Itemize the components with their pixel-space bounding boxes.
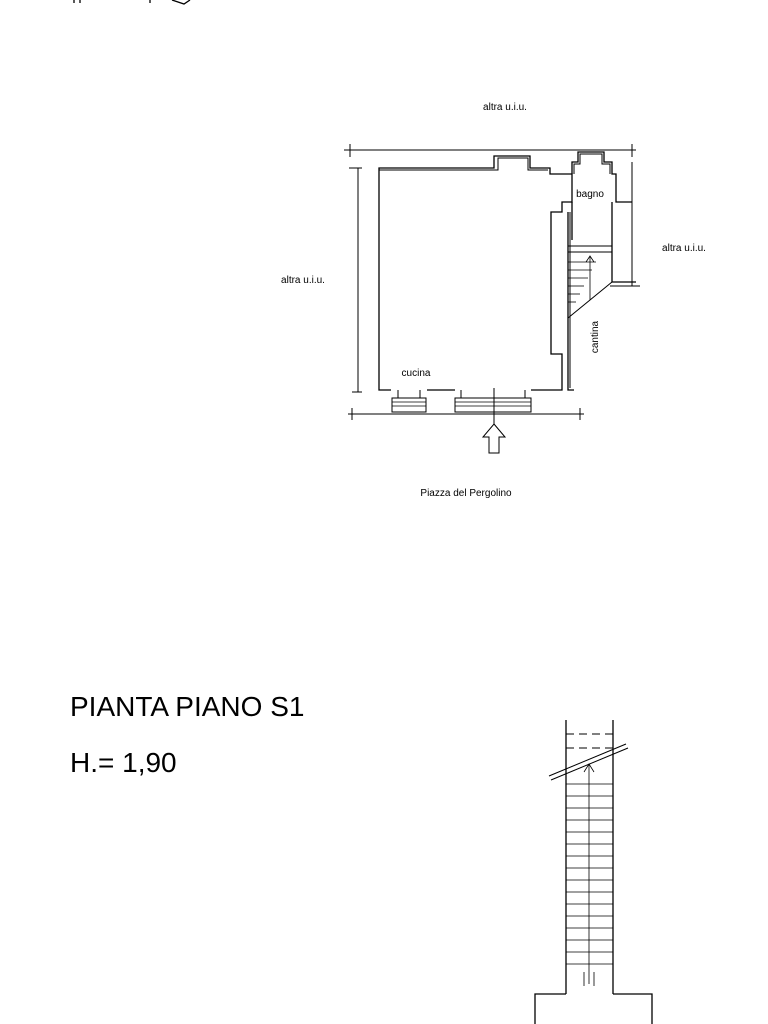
top-boundary-line [344, 144, 636, 157]
label-cellar: cantina [590, 320, 601, 354]
right-dimension-line [610, 162, 640, 286]
left-boundary-line [349, 168, 362, 392]
basement-height: H.= 1,90 [70, 747, 177, 778]
basement-stairwell [535, 720, 652, 1024]
outer-wall [379, 156, 572, 390]
label-bathroom: bagno [576, 189, 604, 200]
cropped-header-text [74, 0, 190, 4]
label-left-neighbor: altra u.i.u. [281, 275, 325, 286]
label-street: Piazza del Pergolino [420, 488, 512, 499]
basement-title: PIANTA PIANO S1 [70, 691, 305, 722]
entrance-arrow [483, 424, 505, 453]
facade-openings [392, 388, 531, 424]
label-kitchen: cucina [401, 368, 431, 379]
label-right-neighbor: altra u.i.u. [662, 243, 706, 254]
ground-floor-plan [281, 102, 706, 499]
bottom-dimension-line [348, 408, 584, 420]
bathroom-walls [572, 152, 632, 250]
label-top-neighbor: altra u.i.u. [483, 102, 527, 113]
ground-floor-stairs [568, 246, 612, 318]
cellar-walls [568, 212, 636, 390]
basement-plan [70, 691, 652, 1024]
